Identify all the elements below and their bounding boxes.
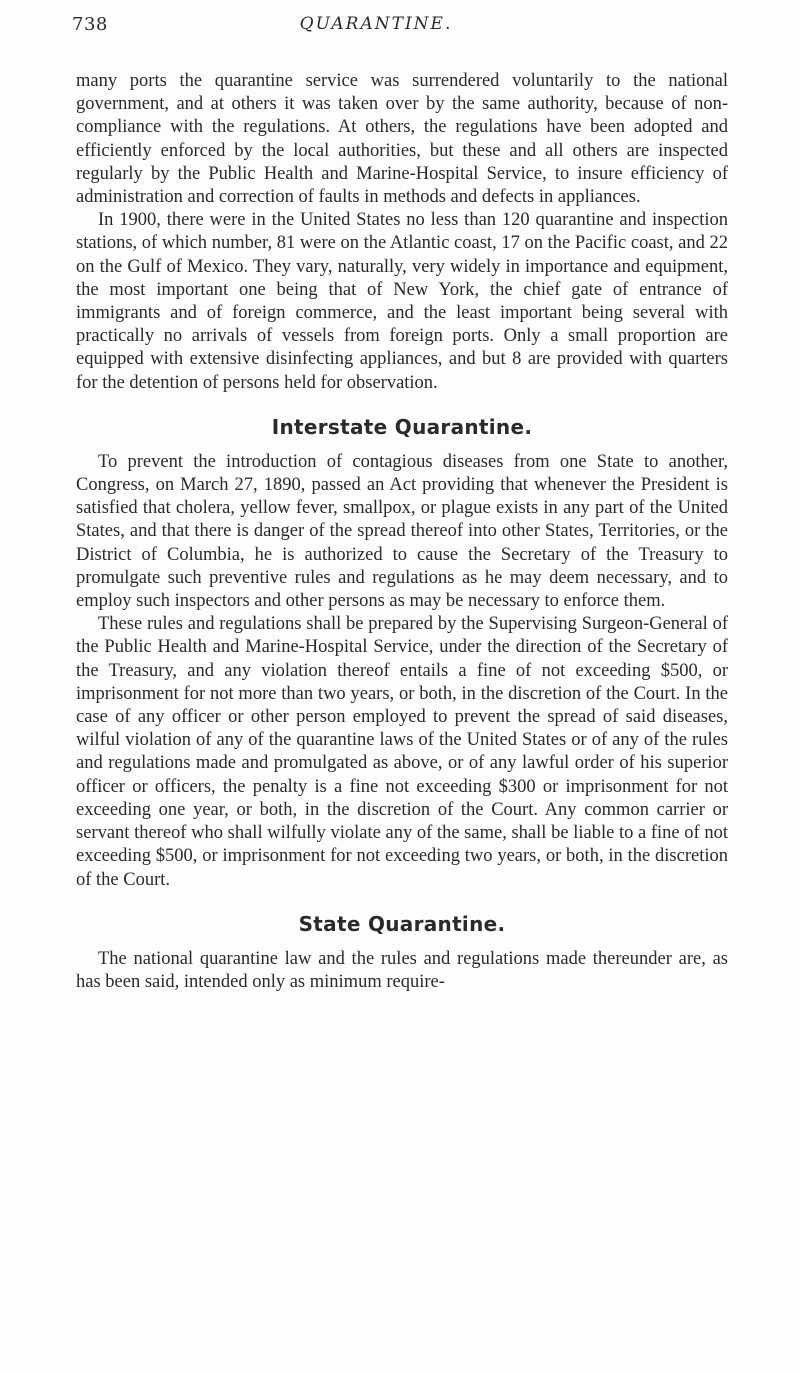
- running-title: QUARANTINE.: [299, 14, 453, 34]
- paragraph-interstate-act: To prevent the introduction of contagious diseases from one State to another, Congress, on March 27, 1890, passed an Act providing that whenever the President is satisfied that cholera, yellow fever, smallpox, or plague exists in any part of the United States, and that there is danger of the spread thereof into other States, Territories, or the District of Columbia, he is authorized to cause the Secretary of the Treasury to promulgate such preventive rules and regulations as he may deem necessary, and to employ such inspectors and other persons as may be necessary to enforce them.: [76, 451, 728, 612]
- section-heading-interstate: Interstate Quarantine.: [271, 414, 533, 439]
- paragraph-interstate-penalties: These rules and regulations shall be prepared by the Supervising Surgeon-General of the Public Health and Marine-Hospital Service, under the direction of the Secretary of the Treasury, and any violation thereof entails a fine of not exceeding $500, or imprisonment for not more than two years, or both, in the discretion of the Court. In the case of any officer or other person employed to prevent the spread of said diseases, wilful violation of any of the quarantine laws of the United States or of any of the rules and regulations made and promulgated as above, or of any lawful order of his superior officer or officers, the penalty is a fine not exceeding $300 or imprisonment for not exceeding one year, or both, in the discretion of the Court. Any common carrier or servant thereof who shall wilfully violate any of the same, shall be liable to a fine of not exceeding $500, or imprisonment for not exceeding two years, or both, in the discretion of the Court.: [76, 614, 728, 890]
- paragraph-state-quarantine: The national quarantine law and the rules and regulations made thereunder are, as has been said, intended only as minimum require-: [76, 948, 728, 992]
- section-heading-state: State Quarantine.: [298, 911, 506, 936]
- page-number: 738: [72, 14, 108, 35]
- body-text: [76, 70, 728, 994]
- paragraph-continued: many ports the quarantine service was surrendered voluntarily to the national government, and at others it was taken over by the same authority, because of non-compliance with the regulations. At others, the regulations have been adopted and efficiently enforced by the local authorities, but these and all others are inspected regularly by the Public Health and Marine-Hospital Service, to insure efficiency of administration and correction of faults in methods and defects in appliances.: [76, 71, 728, 208]
- paragraph-stations: In 1900, there were in the United States no less than 120 quarantine and inspection stations, of which number, 81 were on the Atlantic coast, 17 on the Pacific coast, and 22 on the Gulf of Mexico. They vary, naturally, very widely in importance and equipment, the most important one being that of New York, the chief gate of entrance of immigrants and of foreign commerce, and the least important being several with practically no arrivals of vessels from foreign ports. Only a small proportion are equipped with extensive disinfecting appliances, and but 8 are provided with quarters for the detention of persons held for observation.: [76, 210, 728, 393]
- running-head: [72, 14, 728, 40]
